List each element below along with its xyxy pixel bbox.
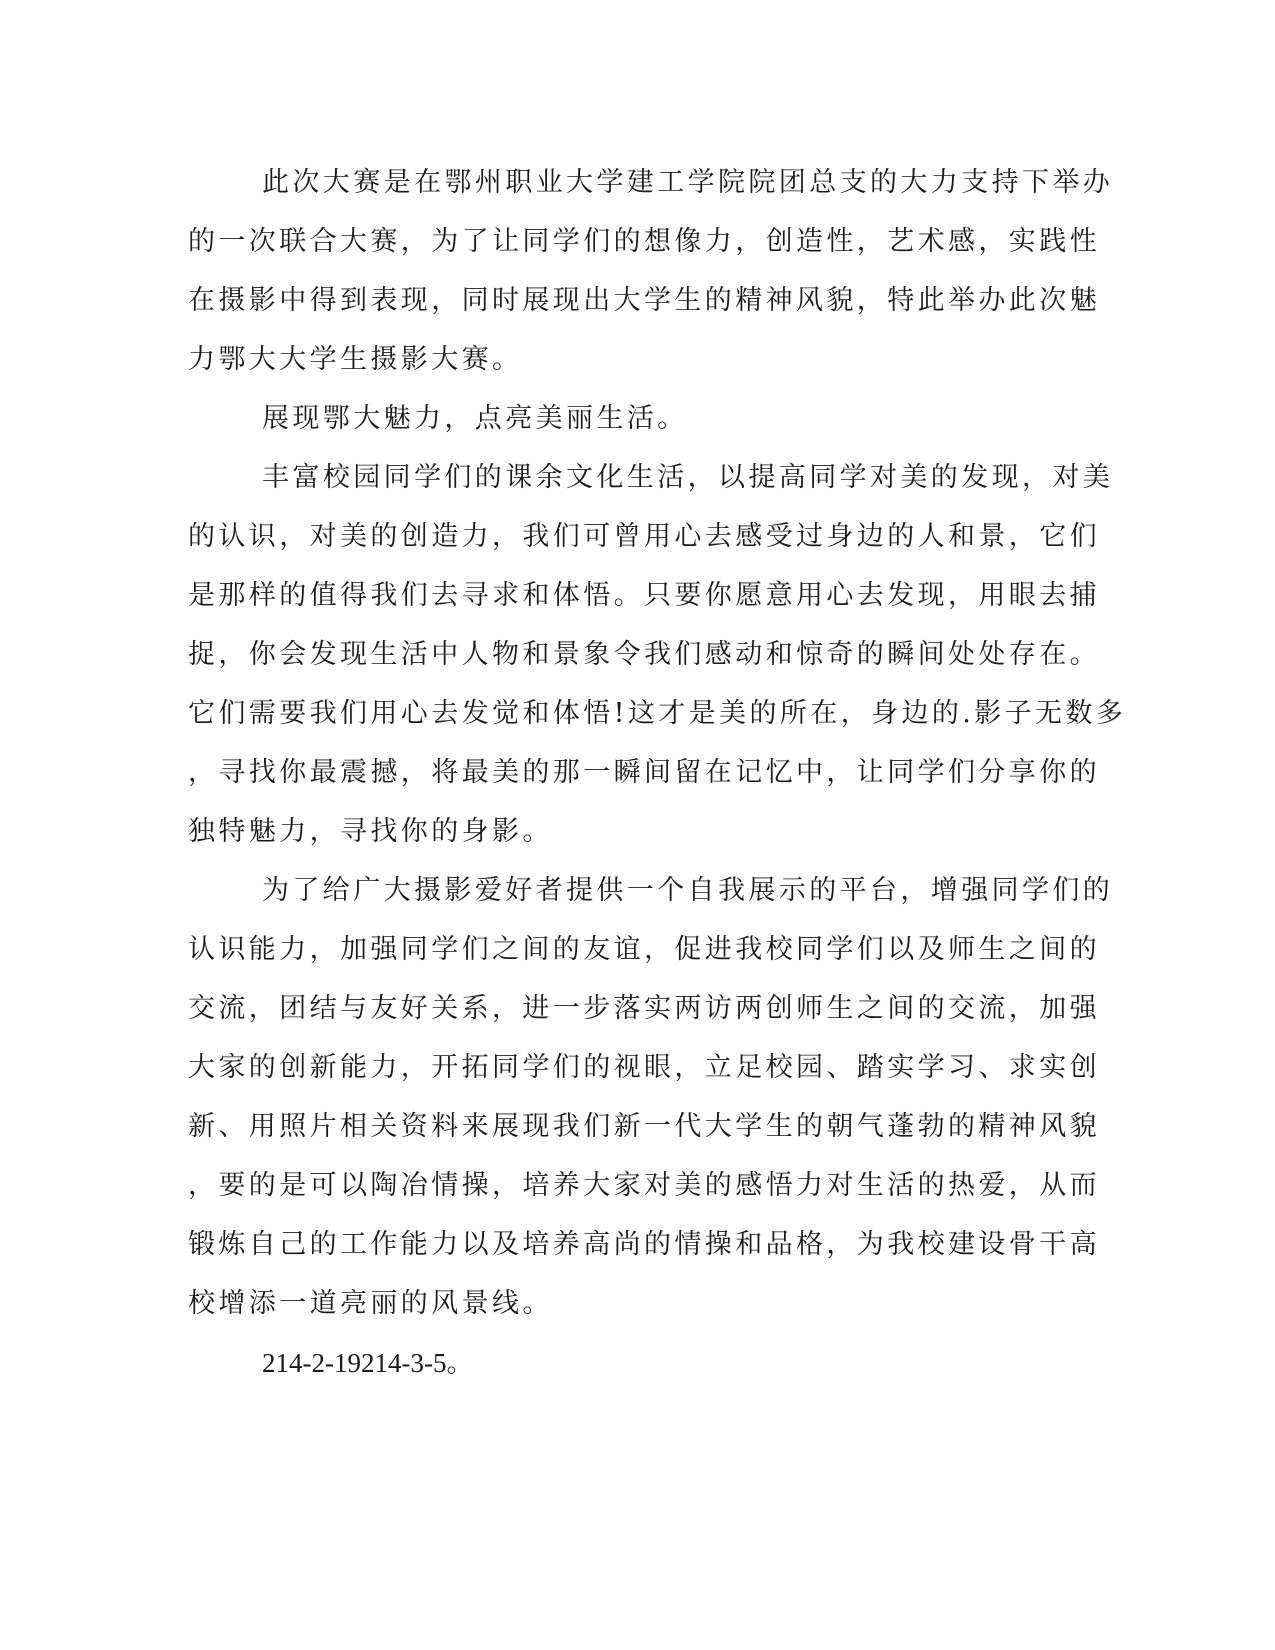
paragraph-1-line-4: 力鄂大大学生摄影大赛。 <box>188 344 523 375</box>
date-line: 214-2-19214-3-5。 <box>262 1348 474 1378</box>
paragraph-1-line-2: 的一次联合大赛，为了让同学们的想像力，创造性，艺术感，实践性 <box>188 226 1100 257</box>
paragraph-3-line-2: 的认识，对美的创造力，我们可曾用心去感受过身边的人和景，它们 <box>188 521 1100 552</box>
paragraph-3-line-6: ，寻找你最震撼，将最美的那一瞬间留在记忆中，让同学们分享你的 <box>188 757 1100 788</box>
paragraph-4-line-7: 锻炼自己的工作能力以及培养高尚的情操和品格，为我校建设骨干高 <box>188 1229 1100 1260</box>
paragraph-2-line-1: 展现鄂大魅力，点亮美丽生活。 <box>262 403 688 434</box>
paragraph-3-line-1: 丰富校园同学们的课余文化生活，以提高同学对美的发现，对美 <box>262 462 1114 493</box>
paragraph-3-line-7: 独特魅力，寻找你的身影。 <box>188 816 553 847</box>
paragraph-3-line-3: 是那样的值得我们去寻求和体悟。只要你愿意用心去发现，用眼去捕 <box>188 580 1100 611</box>
paragraph-3-line-4: 捉，你会发现生活中人物和景象令我们感动和惊奇的瞬间处处存在。 <box>188 639 1100 670</box>
paragraph-4-line-4: 大家的创新能力，开拓同学们的视眼，立足校园、踏实学习、求实创 <box>188 1052 1100 1083</box>
paragraph-1-line-3: 在摄影中得到表现，同时展现出大学生的精神风貌，特此举办此次魅 <box>188 285 1100 316</box>
paragraph-4-line-3: 交流，团结与友好关系，进一步落实两访两创师生之间的交流，加强 <box>188 993 1100 1024</box>
paragraph-4-line-2: 认识能力，加强同学们之间的友谊，促进我校同学们以及师生之间的 <box>188 934 1100 965</box>
paragraph-1-line-1: 此次大赛是在鄂州职业大学建工学院院团总支的大力支持下举办 <box>262 167 1114 198</box>
paragraph-4-line-1: 为了给广大摄影爱好者提供一个自我展示的平台，增强同学们的 <box>262 875 1114 906</box>
paragraph-4-line-6: ，要的是可以陶冶情操，培养大家对美的感悟力对生活的热爱，从而 <box>188 1170 1100 1201</box>
paragraph-4-line-8: 校增添一道亮丽的风景线。 <box>188 1288 553 1319</box>
paragraph-3-line-5: 它们需要我们用心去发觉和体悟!这才是美的所在，身边的.影子无数多 <box>188 698 1127 729</box>
paragraph-4-line-5: 新、用照片相关资料来展现我们新一代大学生的朝气蓬勃的精神风貌 <box>188 1111 1100 1142</box>
